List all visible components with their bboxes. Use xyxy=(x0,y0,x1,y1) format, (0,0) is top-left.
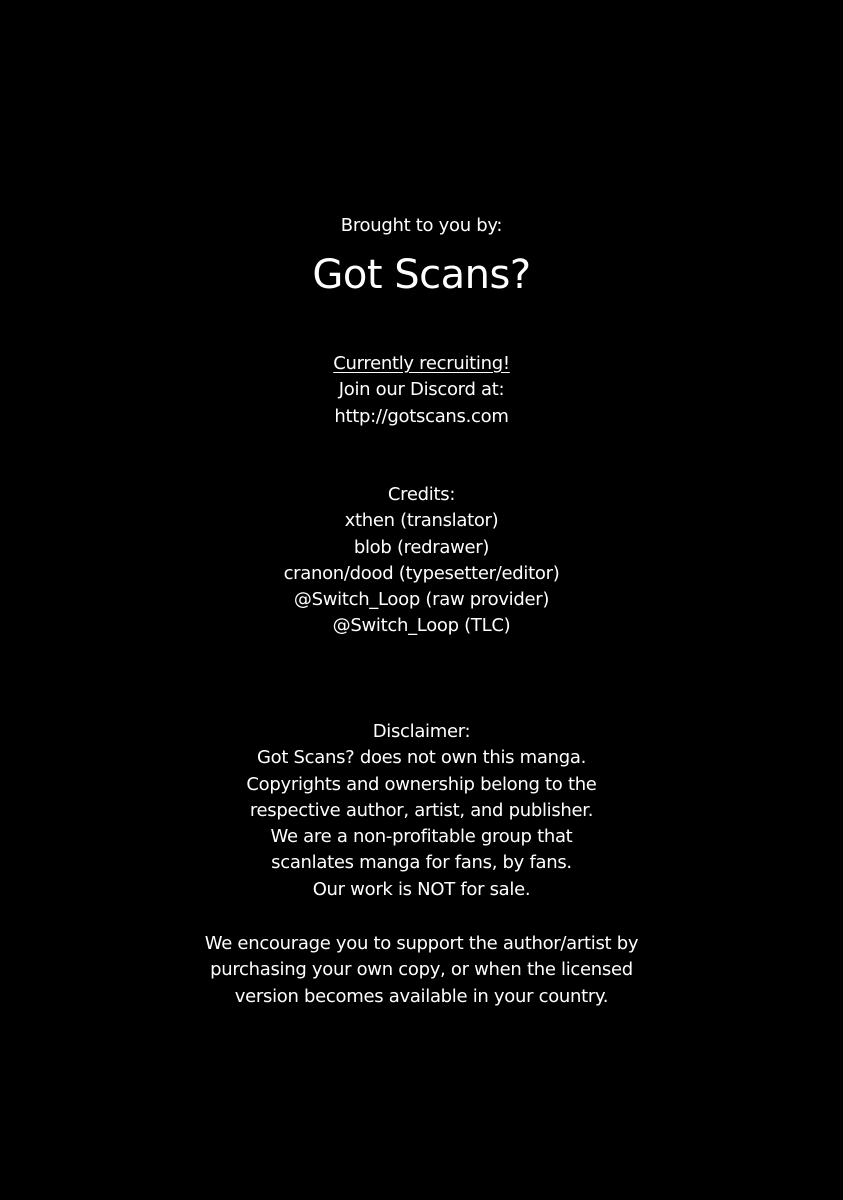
disclaimer-section xyxy=(0,719,843,903)
disclaimer-line: respective author, artist, and publisher. xyxy=(249,799,594,821)
intro-text: Brought to you by: xyxy=(340,215,503,236)
credits-heading: Credits: xyxy=(387,484,456,505)
credits-section xyxy=(0,482,843,640)
recruiting-headline: Currently recruiting! xyxy=(333,353,510,374)
support-message-section xyxy=(0,931,843,1010)
disclaimer-line: Got Scans? does not own this manga. xyxy=(256,747,587,769)
credit-entry: @Switch_Loop (TLC) xyxy=(332,615,511,637)
disclaimer-line: Copyrights and ownership belong to the xyxy=(246,773,597,795)
discord-invite-text: Join our Discord at: xyxy=(338,379,505,401)
recruitment-section xyxy=(0,351,843,430)
credit-entry: blob (redrawer) xyxy=(353,536,490,558)
disclaimer-heading: Disclaimer: xyxy=(372,721,471,742)
support-line: version becomes available in your country. xyxy=(234,985,609,1007)
credit-entry: xthen (translator) xyxy=(344,510,499,532)
support-line: We encourage you to support the author/artist by xyxy=(204,933,639,954)
credit-entry: cranon/dood (typesetter/editor) xyxy=(283,562,560,584)
disclaimer-line: Our work is NOT for sale. xyxy=(312,878,531,900)
disclaimer-line: We are a non-profitable group that xyxy=(270,826,573,848)
disclaimer-line: scanlates manga for fans, by fans. xyxy=(271,852,572,874)
credit-entry: @Switch_Loop (raw provider) xyxy=(293,589,550,611)
group-name-title: Got Scans? xyxy=(312,252,531,298)
website-link[interactable]: http://gotscans.com xyxy=(334,405,509,427)
support-line: purchasing your own copy, or when the licensed xyxy=(210,959,633,981)
